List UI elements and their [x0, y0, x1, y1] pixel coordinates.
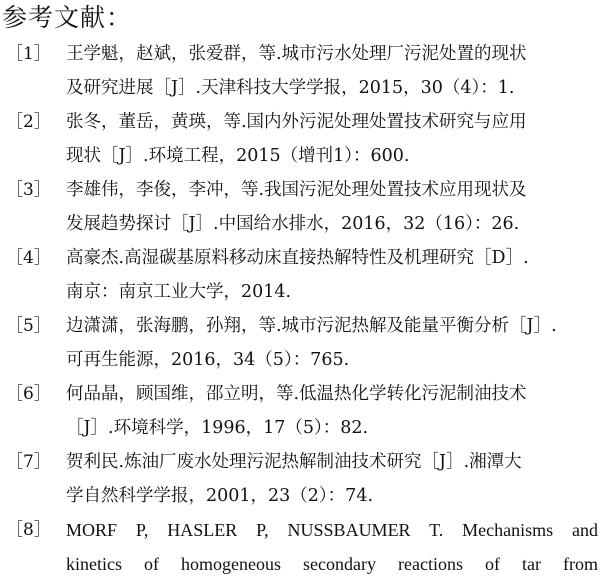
- reference-text-line: 张冬，董岳，黄瑛，等.国内外污泥处理处置技术研究与应用: [66, 112, 527, 132]
- reference-text-line: 王学魁，赵斌，张爱群，等.城市污水处理厂污泥处置的现状: [66, 44, 527, 64]
- reference-number: ［3］: [6, 180, 51, 200]
- reference-number: ［8］: [6, 520, 51, 540]
- reference-text-line: 高豪杰.高湿碳基原料移动床直接热解特性及机理研究［D］.: [66, 248, 529, 268]
- reference-number: ［6］: [6, 384, 51, 404]
- reference-text-line: ［J］.环境科学，1996，17（5）：82.: [66, 418, 369, 438]
- reference-text-line: 贺利民.炼油厂废水处理污泥热解制油技术研究［J］.湘潭大: [66, 452, 522, 472]
- reference-number: ［7］: [6, 452, 51, 472]
- reference-item: [0, 514, 600, 582]
- reference-number: ［1］: [6, 44, 51, 64]
- reference-text-line: 边潇潇，张海鹏，孙翔，等.城市污泥热解及能量平衡分析［J］.: [66, 316, 557, 336]
- reference-item: [0, 310, 600, 378]
- references-heading: 参考文献：: [2, 3, 133, 32]
- reference-text-line: 南京：南京工业大学，2014.: [66, 282, 292, 302]
- reference-number: ［2］: [6, 112, 51, 132]
- reference-text-line: 何品晶，顾国维，邵立明，等.低温热化学转化污泥制油技术: [66, 384, 527, 404]
- reference-list: [0, 38, 600, 582]
- reference-number: ［5］: [6, 316, 51, 336]
- reference-text-line: 李雄伟，李俊，李冲，等.我国污泥处理处置技术应用现状及: [66, 180, 527, 200]
- reference-item: [0, 378, 600, 446]
- reference-number: ［4］: [6, 248, 51, 268]
- reference-text-line: 可再生能源，2016，34（5）：765.: [66, 350, 350, 370]
- reference-item: [0, 106, 600, 174]
- reference-text-line: 发展趋势探讨［J］.中国给水排水，2016，32（16）：26.: [66, 214, 520, 234]
- reference-text-line: 及研究进展［J］.天津科技大学学报，2015，30（4）：1.: [66, 78, 515, 98]
- reference-item: [0, 242, 600, 310]
- reference-item: [0, 38, 600, 106]
- reference-text-line: 学自然科学学报，2001，23（2）：74.: [66, 486, 374, 506]
- reference-item: [0, 446, 600, 514]
- reference-text-line: kinetics of homogeneous secondary reactions of tar from: [66, 554, 598, 574]
- reference-text-line: MORF P, HASLER P, NUSSBAUMER T. Mechanisms and: [66, 520, 598, 540]
- reference-text-line: 现状［J］.环境工程，2015（增刊1）：600.: [66, 146, 410, 166]
- reference-item: [0, 174, 600, 242]
